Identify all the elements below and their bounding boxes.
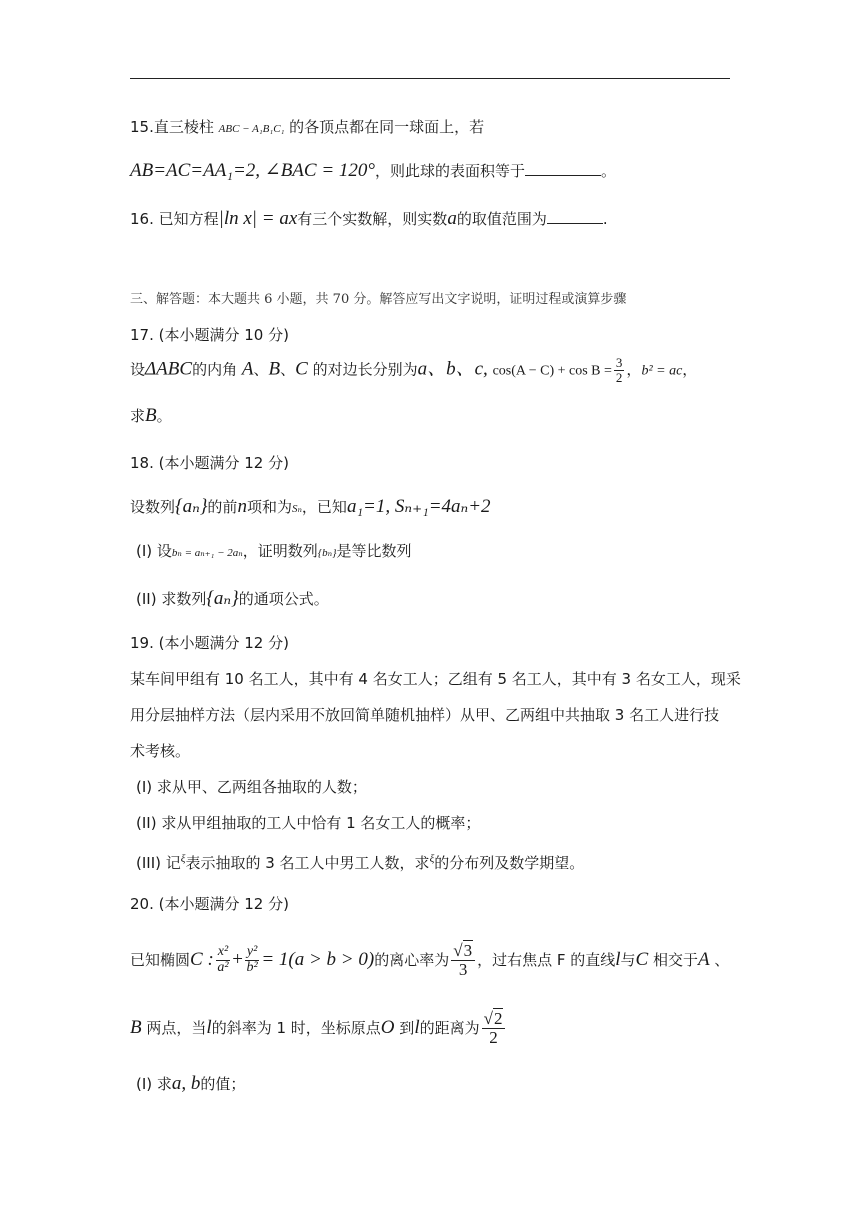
q20-text: 的斜率为 1 时，坐标原点 [211, 1018, 381, 1037]
q20-eccentricity: $\frac{√3}{3}$ [451, 942, 475, 979]
q17-end-punct: 。 [156, 407, 172, 425]
q17-line2 [130, 405, 172, 427]
q20-point-b: B [130, 1016, 142, 1038]
q20-line-l: l [206, 1016, 212, 1038]
q15-line1 [130, 116, 484, 140]
q17-sides: a、b、c, [417, 358, 488, 380]
q20-part1-vars: a, b [171, 1073, 201, 1094]
q18-part2-text: (II) 求数列 [136, 590, 207, 608]
q20-eccentricity-den: 3 [458, 959, 468, 979]
q20-text: 与 [620, 950, 636, 969]
q18-part1-formula: bₙ = aₙ₊₁ − 2aₙ [171, 547, 243, 559]
q20-y-fraction-num: y² [246, 944, 258, 960]
q17-sep: 、 [253, 360, 269, 379]
section-3-heading: 三、解答题：本大题共 6 小题，共 70 分。解答应写出文字说明，证明过程或演算步骤 [130, 292, 627, 307]
q20-y-fraction-den: b² [246, 959, 258, 975]
q18-text: 设数列 [130, 498, 176, 516]
q20-text: 到 [399, 1018, 415, 1037]
q20-x-fraction-num: x² [217, 944, 229, 960]
q18-text: 的前 [207, 498, 238, 516]
q20-distance-num: 2 [493, 1009, 503, 1028]
q18-sequence-b: {bₙ} [317, 547, 337, 559]
q17-fraction-den: 2 [615, 369, 623, 385]
q19-part3-text: 的分布列及数学期望。 [434, 854, 585, 872]
q17-angle-b: B [268, 358, 281, 380]
q18-n: n [237, 496, 247, 517]
q20-part1-text: (I) 求 [136, 1075, 172, 1093]
q19-part2: (II) 求从甲组抽取的工人中恰有 1 名女工人的概率； [136, 814, 481, 832]
q20-line-l: l [414, 1016, 420, 1038]
q17-angle-c: C [295, 358, 308, 380]
q16-text: 有三个实数解，则实数 [297, 210, 448, 228]
q20-line2 [130, 1010, 507, 1047]
q20-text: 已知椭圆 [130, 950, 191, 969]
q20-distance-den: 2 [489, 1027, 498, 1047]
q17-text: 求 [130, 407, 146, 425]
q17-fraction-num: 3 [615, 355, 623, 370]
q19-part3 [136, 848, 584, 874]
q20-equation-rest: = 1(a > b > 0) [261, 948, 375, 970]
q20-x-fraction-den: a² [217, 959, 229, 975]
q20-y-fraction [245, 945, 259, 975]
q20-part1 [136, 1073, 245, 1095]
q20-heading: 20. (本小题满分 12 分) [130, 895, 289, 913]
q18-part2-text: 的通项公式。 [238, 590, 329, 608]
q19-heading: 19. (本小题满分 12 分) [130, 634, 289, 652]
q15-answer-blank [525, 161, 601, 176]
q17-b2-formula: b² = ac [641, 363, 683, 379]
q17-end: ， [682, 360, 698, 379]
q16-text-tail: 的取值范围为 [456, 210, 547, 228]
q17-cos-expression: cos(A − C) + cos B = [492, 363, 612, 379]
q17-text: 设 [130, 360, 146, 379]
q17-triangle: ΔABC [145, 358, 193, 380]
q19-xi-symbol: ξ [429, 853, 435, 865]
q15-line2 [130, 160, 616, 182]
q20-text: ，过右焦点 F 的直线 [477, 950, 616, 969]
q17-angle-a: A [241, 358, 254, 380]
q18-text: 项和为 [246, 498, 292, 516]
q16-line [130, 208, 608, 230]
q18-heading: 18. (本小题满分 12 分) [130, 454, 289, 472]
q17-text: 的对边长分别为 [312, 360, 418, 379]
q15-text-tail: ，则此球的表面积等于 [375, 162, 526, 180]
q15-number: 15.直三棱柱 [130, 118, 214, 136]
q19-body-line2: 用分层抽样方法（层内采用不放回简单随机抽样）从甲、乙两组中共抽取 3 名工人进行技 [130, 706, 720, 724]
q20-text: 的距离为 [419, 1018, 480, 1037]
q18-sequence-a: {aₙ} [206, 588, 239, 609]
q17-comma: ， [626, 360, 642, 379]
q15-text: 的各顶点都在同一球面上，若 [289, 118, 485, 136]
q18-part2 [136, 588, 329, 610]
q18-sequence-a: {aₙ} [175, 496, 208, 517]
q15-end-punct: 。 [601, 162, 617, 180]
q19-part1: (I) 求从甲、乙两组各抽取的人数； [136, 778, 367, 796]
q20-origin: O [380, 1016, 395, 1038]
q20-eccentricity-num: 3 [463, 941, 473, 960]
q17-b-symbol: B [145, 405, 157, 426]
q16-end-punct: . [602, 210, 608, 228]
q17-text: 的内角 [192, 360, 238, 379]
q17-sep: 、 [280, 360, 296, 379]
q17-line1 [130, 356, 697, 384]
q20-text: 两点，当 [146, 1018, 207, 1037]
q20-text: 的离心率为 [374, 950, 450, 969]
q20-line-l: l [615, 948, 621, 970]
q19-xi-symbol: ξ [180, 853, 186, 865]
header-rule [130, 78, 730, 79]
q20-distance: $\frac{√2}{2}$ [482, 1010, 506, 1047]
q17-fraction [614, 356, 625, 384]
q18-part1-text: (I) 设 [136, 542, 172, 560]
q19-body-line1: 某车间甲组有 10 名工人，其中有 4 名女工人；乙组有 5 名工人，其中有 3 名女工人，现采 [130, 670, 741, 688]
q20-x-fraction [216, 945, 230, 975]
q20-point-a: A [698, 948, 710, 970]
q15-prism-formula: ABC − A₁B₁C₁ [218, 123, 285, 135]
q18-part1-text: ，证明数列 [242, 542, 318, 560]
q18-part1-text: 是等比数列 [336, 542, 412, 560]
q20-text: 、 [714, 950, 730, 969]
q15-condition-formula: AB=AC=AA₁=2, ∠BAC = 120° [130, 160, 375, 181]
q19-part3-text: 表示抽取的 3 名工人中男工人数，求 [185, 854, 430, 872]
q18-part1 [136, 540, 412, 564]
q18-sn: Sₙ [291, 503, 302, 515]
q20-ellipse-name: C [635, 948, 649, 970]
q20-plus: + [232, 948, 243, 970]
q18-line1 [130, 496, 491, 520]
q16-variable: a [447, 208, 457, 229]
q20-part1-text: 的值； [200, 1075, 246, 1093]
q19-body-line3: 术考核。 [130, 742, 191, 760]
q20-ellipse-name: C : [190, 948, 214, 970]
q20-line1 [130, 942, 729, 979]
q16-equation: |ln x| = ax [218, 208, 298, 229]
q19-part3-text: (III) 记 [136, 854, 181, 872]
q16-number: 16. 已知方程 [130, 210, 219, 228]
q17-heading: 17. (本小题满分 10 分) [130, 326, 289, 344]
q20-text: 相交于 [653, 950, 699, 969]
q18-condition: a₁=1, Sₙ₊₁=4aₙ+2 [346, 496, 491, 517]
q16-answer-blank [547, 209, 603, 224]
q18-text: ，已知 [301, 498, 347, 516]
